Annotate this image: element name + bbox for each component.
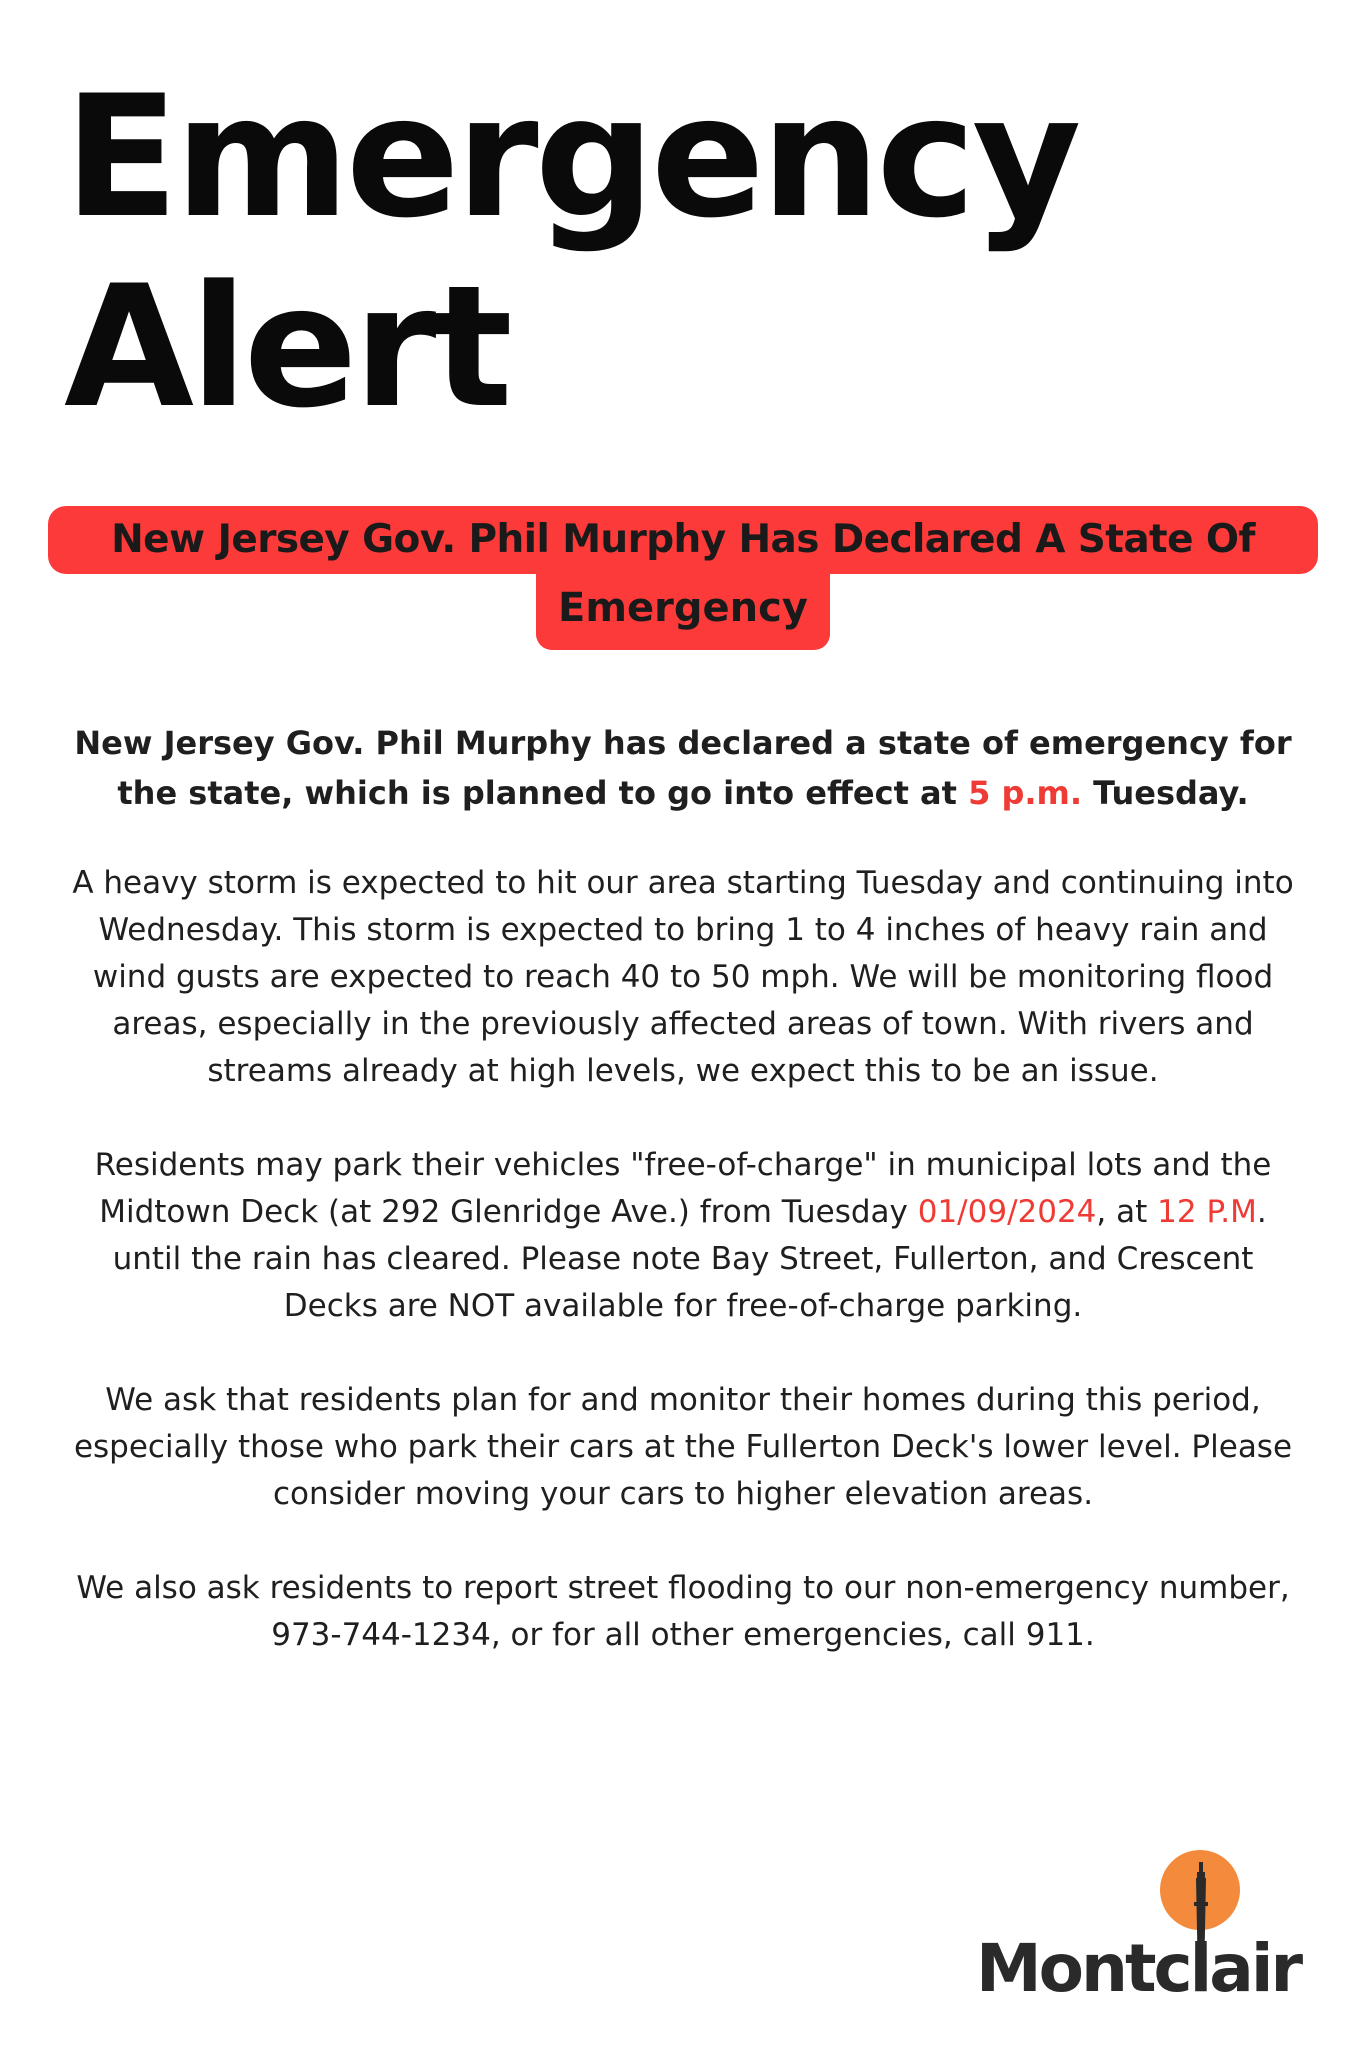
storm-paragraph: A heavy storm is expected to hit our area starting Tuesday and continuing into Wednesday. This storm is expected to bring 1 to 4 inches of heavy rain and wind gusts are expected to reach 40 to 50 mph. We will be monitoring flood areas, especially in the previously affected areas of town. With rivers and streams already at high levels, we expect this to be an issue. <box>72 865 1294 1089</box>
alert-body <box>62 718 1304 1706</box>
declaration-day: Tuesday. <box>1082 774 1249 812</box>
title-line-emergency: Emergency <box>64 59 1078 255</box>
effective-time: 5 p.m. <box>968 774 1083 812</box>
parking-text-3: . until the rain has cleared. Please note Bay Street, Fullerton, and Crescent Decks are NOT available for free-of-charge parking. <box>112 1194 1267 1324</box>
banner-line-2: Emergency <box>536 572 830 650</box>
declaration-paragraph <box>62 718 1304 818</box>
montclair-logo <box>976 1842 1306 2012</box>
parking-text-1: Residents may park their vehicles "free-of-charge" in municipal lots and the Midtown Deck (at 292 Glenridge Ave.) from Tuesday <box>94 1147 1272 1230</box>
banner-line-1: New Jersey Gov. Phil Murphy Has Declared A State Of <box>48 506 1318 574</box>
title-line-alert: Alert <box>64 249 509 445</box>
parking-text-2: , at <box>1096 1194 1158 1230</box>
homes-paragraph: We ask that residents plan for and monitor their homes during this period, especially those who park their cars at the Fullerton Deck's lower level. Please consider moving your cars to higher elevation areas. <box>73 1382 1293 1512</box>
page-title <box>64 59 1078 445</box>
parking-date: 01/09/2024 <box>917 1194 1097 1230</box>
headline-banner <box>30 506 1336 650</box>
declaration-text: New Jersey Gov. Phil Murphy has declared a state of emergency for the state, which is planned to go into effect at <box>74 724 1292 812</box>
logo-wordmark: Montclair <box>976 1930 1301 2007</box>
parking-time: 12 P.M <box>1157 1194 1257 1230</box>
parking-paragraph <box>62 1142 1304 1330</box>
report-paragraph: We also ask residents to report street flooding to our non-emergency number, 973-744-1234, or for all other emergencies, call 911. <box>76 1570 1290 1653</box>
